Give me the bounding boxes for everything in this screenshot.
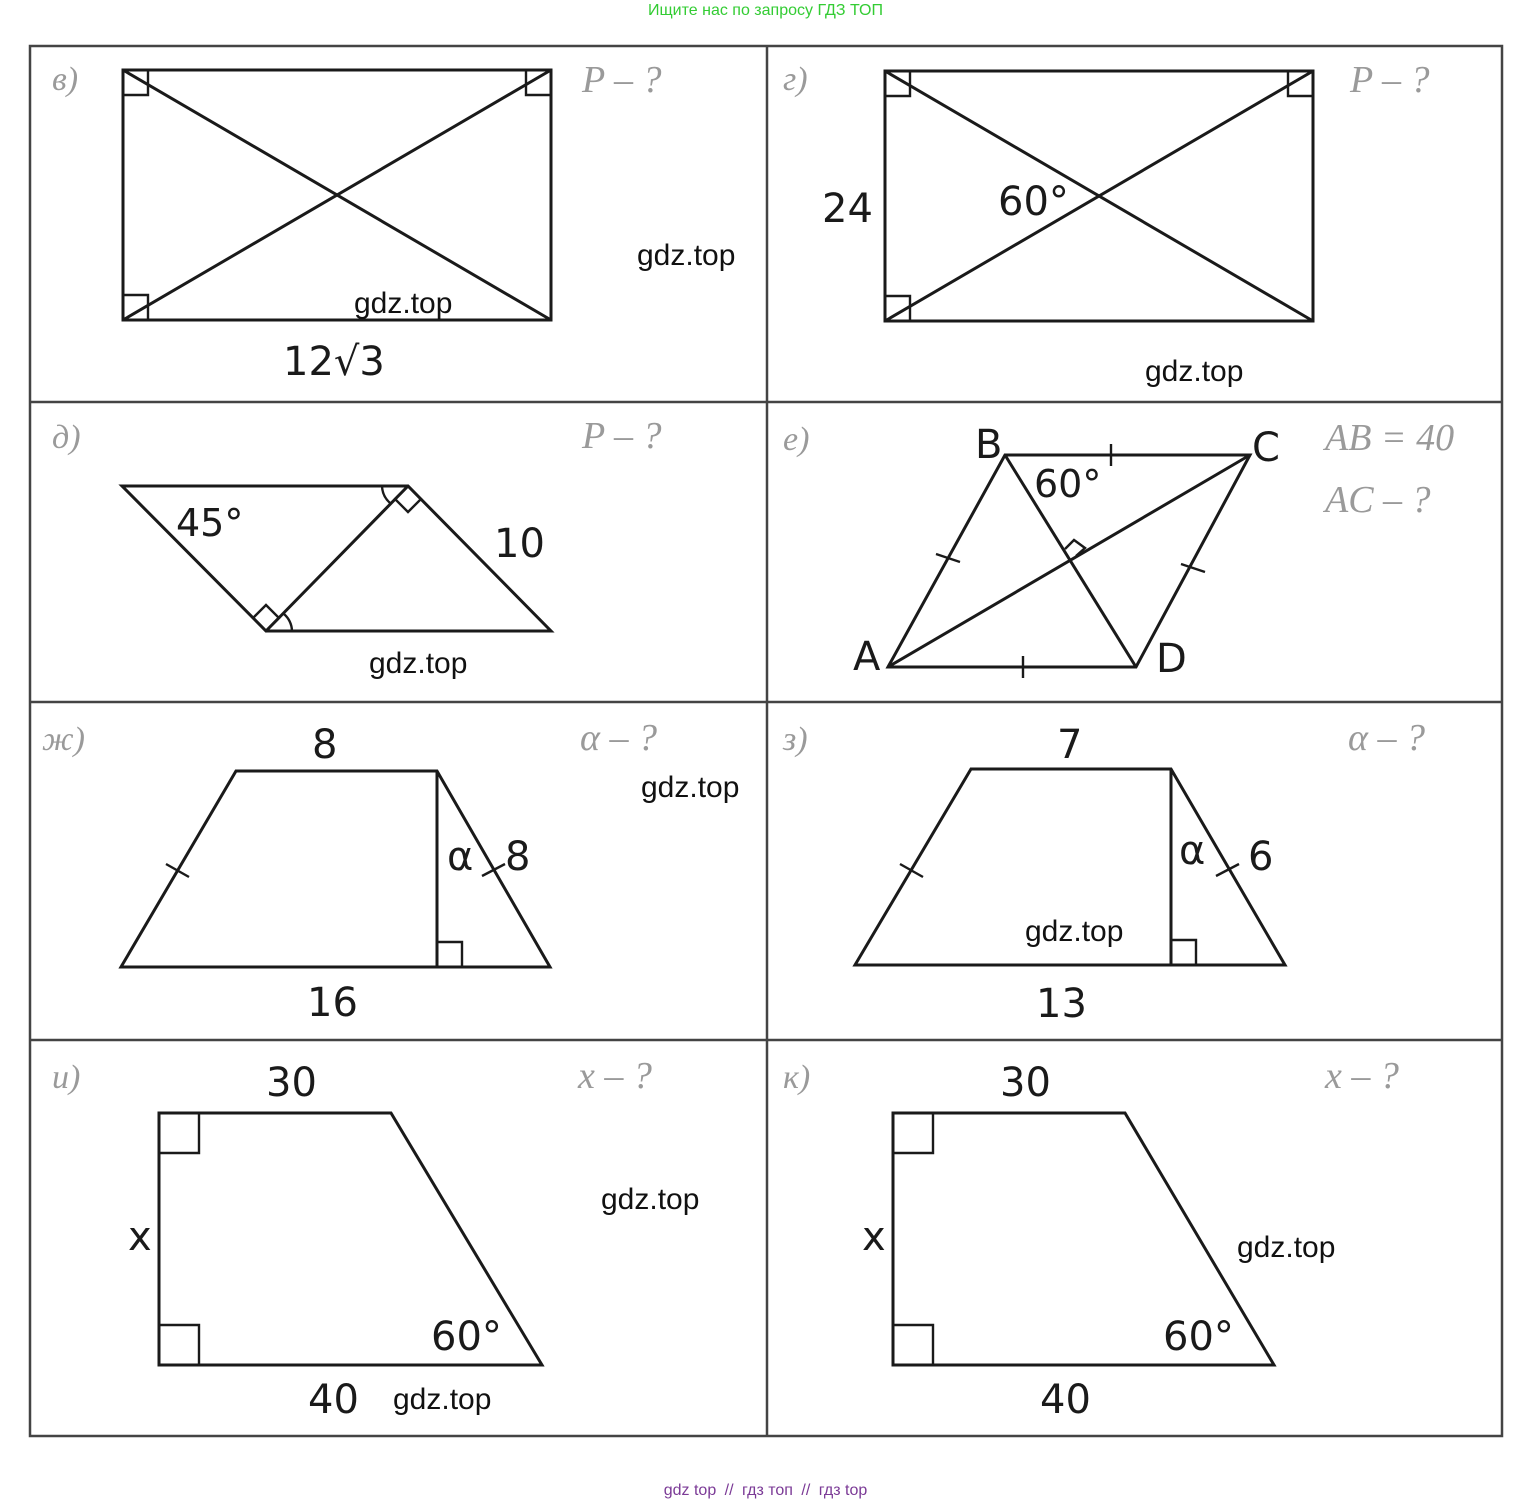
problem-i-height-label: x bbox=[128, 1214, 152, 1260]
problem-d-side-label: 10 bbox=[494, 521, 545, 567]
problem-e-point-d: D bbox=[1156, 636, 1187, 682]
watermark: gdz.top bbox=[354, 287, 453, 320]
rectangle-v-figure bbox=[123, 70, 551, 320]
problem-k bbox=[783, 1055, 1399, 1423]
problem-i-bottom-label: 40 bbox=[308, 1377, 359, 1423]
problem-d-task: P – ? bbox=[582, 415, 662, 457]
footer-links bbox=[0, 1482, 1531, 1500]
worksheet-grid bbox=[30, 46, 1502, 1436]
problem-d bbox=[52, 415, 662, 680]
problem-e bbox=[783, 417, 1454, 682]
problem-g bbox=[783, 59, 1430, 388]
problem-z bbox=[782, 717, 1425, 1027]
problem-k-height-label: x bbox=[862, 1214, 886, 1260]
problem-k-angle-label: 60° bbox=[1163, 1314, 1234, 1360]
problem-g-angle-label: 60° bbox=[998, 179, 1069, 225]
watermark: gdz.top bbox=[369, 647, 468, 680]
problem-i-letter: и) bbox=[52, 1059, 81, 1096]
problem-g-task: P – ? bbox=[1350, 59, 1430, 101]
footer-link-gdz-top[interactable]: gdz top bbox=[663, 1482, 717, 1499]
problem-d-angle-label: 45° bbox=[176, 501, 244, 545]
problem-g-letter: г) bbox=[783, 61, 808, 98]
top-banner[interactable]: Ищите нас по запросу ГДЗ ТОП bbox=[648, 2, 883, 19]
watermark: gdz.top bbox=[637, 239, 736, 272]
problem-v-task: P – ? bbox=[582, 59, 662, 101]
problem-z-angle-label: α bbox=[1179, 828, 1206, 874]
watermark: gdz.top bbox=[1145, 355, 1244, 388]
problem-i-angle-label: 60° bbox=[431, 1314, 502, 1360]
problem-e-point-b: B bbox=[975, 422, 1003, 468]
problem-zh-bottom-label: 16 bbox=[307, 980, 358, 1026]
problem-i-task: x – ? bbox=[578, 1055, 652, 1097]
problem-v bbox=[52, 59, 735, 385]
footer-separator: // bbox=[801, 1482, 811, 1499]
problem-z-top-label: 7 bbox=[1057, 722, 1083, 768]
problem-zh bbox=[42, 717, 739, 1026]
problem-zh-letter: ж) bbox=[42, 721, 85, 758]
problem-e-point-a: A bbox=[853, 634, 881, 680]
problem-d-letter: д) bbox=[52, 419, 81, 456]
problem-k-task: x – ? bbox=[1325, 1055, 1399, 1097]
watermark: gdz.top bbox=[1237, 1231, 1336, 1264]
problem-g-side-label: 24 bbox=[822, 186, 873, 232]
problem-i bbox=[52, 1055, 699, 1423]
problem-e-angle-label: 60° bbox=[1034, 462, 1102, 506]
problem-zh-top-label: 8 bbox=[312, 722, 338, 768]
watermark: gdz.top bbox=[601, 1183, 700, 1216]
rectangle-g-figure bbox=[885, 71, 1313, 321]
footer-link-gdz-top-ru[interactable]: гдз топ bbox=[742, 1482, 793, 1499]
problem-v-side-label: 12√3 bbox=[283, 339, 385, 385]
footer-separator: // bbox=[724, 1482, 734, 1499]
problem-z-side-label: 6 bbox=[1248, 834, 1274, 880]
footer-link-gdz-top-mixed[interactable]: гдз top bbox=[818, 1482, 868, 1499]
watermark: gdz.top bbox=[641, 771, 740, 804]
watermark: gdz.top bbox=[393, 1383, 492, 1416]
problem-k-letter: к) bbox=[783, 1059, 811, 1096]
problem-z-letter: з) bbox=[783, 721, 808, 758]
problem-e-given: AB = 40 bbox=[1325, 417, 1455, 459]
problem-z-task: α – ? bbox=[1348, 717, 1425, 759]
problem-v-letter: в) bbox=[52, 61, 79, 98]
problem-zh-side-label: 8 bbox=[505, 834, 531, 880]
problem-z-bottom-label: 13 bbox=[1036, 981, 1087, 1027]
problem-i-top-label: 30 bbox=[266, 1060, 317, 1106]
problem-zh-angle-label: α bbox=[447, 834, 474, 880]
problem-e-letter: е) bbox=[783, 421, 810, 458]
problem-e-task: AC – ? bbox=[1325, 479, 1431, 521]
problem-zh-task: α – ? bbox=[580, 717, 657, 759]
problem-k-bottom-label: 40 bbox=[1040, 1377, 1091, 1423]
problem-e-point-c: C bbox=[1252, 425, 1280, 471]
watermark: gdz.top bbox=[1025, 915, 1124, 948]
problem-k-top-label: 30 bbox=[1000, 1060, 1051, 1106]
trapezoid-zh-figure bbox=[121, 771, 550, 967]
